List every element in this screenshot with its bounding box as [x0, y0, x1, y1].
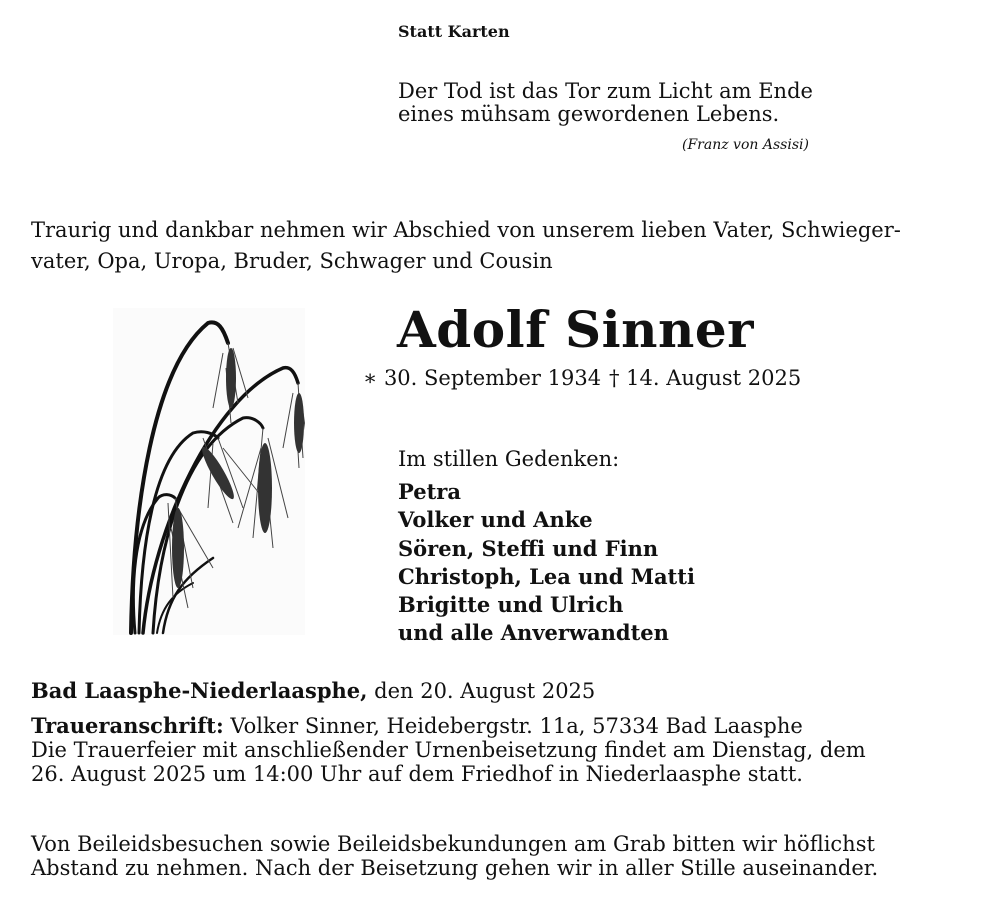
mourner-name: Brigitte und Ulrich [398, 592, 624, 618]
mourner-name: Volker und Anke [398, 507, 593, 533]
quote-line: eines mühsam gewordenen Lebens. [398, 102, 780, 126]
place: Bad Laasphe-Niederlaasphe, [31, 678, 368, 703]
mourners-heading: Im stillen Gedenken: [398, 447, 620, 471]
birth-date: ∗ 30. September 1934 [363, 366, 602, 390]
address-label: Traueranschrift: [31, 713, 224, 738]
wheat-ears-icon [113, 308, 305, 635]
mourner-name: und alle Anverwandten [398, 620, 669, 646]
funeral-line: Die Trauerfeier mit anschließender Urnenbeisetzung findet am Dienstag, dem [31, 738, 866, 762]
mourner-name: Christoph, Lea und Matti [398, 563, 695, 589]
intro-line: vater, Opa, Uropa, Bruder, Schwager und Cousin [31, 249, 553, 273]
deceased-name: Adolf Sinner [397, 300, 754, 359]
funeral-info [31, 738, 866, 786]
quote-author: (Franz von Assisi) [682, 137, 809, 153]
intro-line: Traurig und dankbar nehmen wir Abschied von unserem lieben Vater, Schwieger- [31, 218, 901, 242]
mourners-list [398, 478, 695, 648]
condolence-line: Abstand zu nehmen. Nach der Beisetzung gehen wir in aller Stille auseinander. [31, 856, 879, 880]
funeral-line: 26. August 2025 um 14:00 Uhr auf dem Friedhof in Niederlaasphe statt. [31, 762, 803, 786]
condolence-info [31, 832, 878, 880]
death-date: † 14. August 2025 [609, 366, 802, 390]
place-date [31, 678, 595, 703]
intro-text [31, 215, 901, 277]
quote-line: Der Tod ist das Tor zum Licht am Ende [398, 79, 813, 103]
address-value: Volker Sinner, Heidebergstr. 11a, 57334 Bad Laasphe [223, 714, 803, 738]
statt-karten-heading: Statt Karten [398, 22, 510, 41]
quote [398, 80, 813, 126]
mourner-name: Petra [398, 479, 461, 504]
mourner-name: Sören, Steffi und Finn [398, 535, 659, 561]
condolence-line: Von Beileidsbesuchen sowie Beileidsbekundungen am Grab bitten wir höflichst [31, 832, 875, 856]
mourning-address [31, 713, 803, 738]
date: den 20. August 2025 [367, 679, 596, 703]
